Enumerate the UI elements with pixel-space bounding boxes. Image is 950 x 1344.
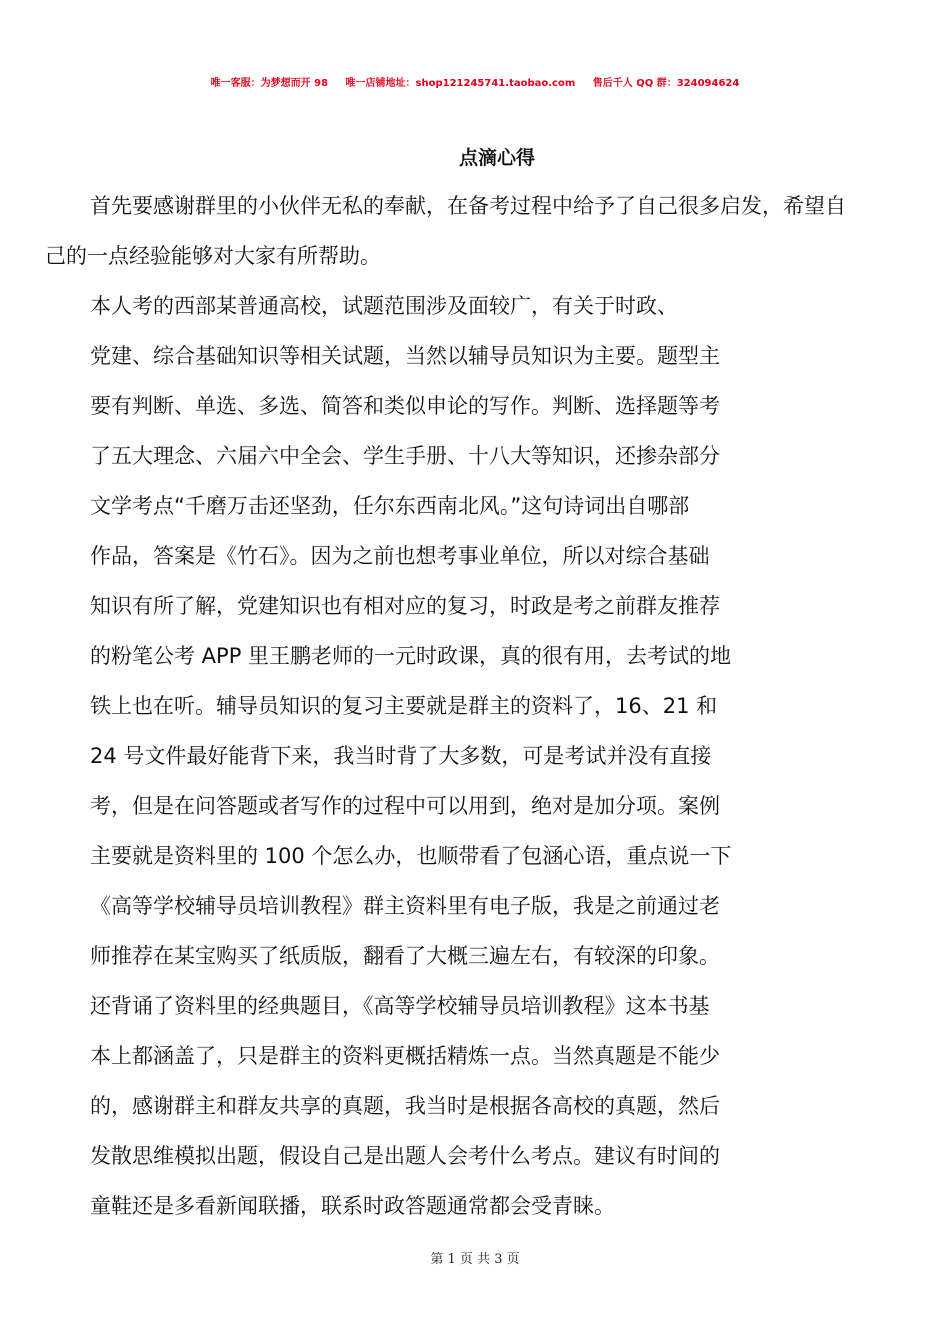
text-line: 首先要感谢群里的小伙伴无私的奉献，在备考过程中给予了自己很多启发，希望自	[90, 194, 846, 218]
text-line: 己的一点经验能够对大家有所帮助。	[45, 244, 381, 268]
text-line: 主要就是资料里的 100 个怎么办，也顺带看了包涵心语，重点说一下	[90, 844, 732, 868]
page-number-footer: 第 1 页 共 3 页	[430, 1252, 520, 1267]
text-line: 《高等学校辅导员培训教程》群主资料里有电子版，我是之前通过老	[90, 894, 720, 918]
qq-group-text: 售后千人 QQ 群：324094624	[592, 78, 740, 89]
text-line: 知识有所了解，党建知识也有相对应的复习，时政是考之前群友推荐	[90, 594, 720, 618]
text-line: 铁上也在听。辅导员知识的复习主要就是群主的资料了，16、21 和	[90, 694, 718, 718]
text-line: 发散思维模拟出题，假设自己是出题人会考什么考点。建议有时间的	[90, 1144, 720, 1168]
shop-address-text: 唯一店铺地址：shop121245741.taobao.com	[345, 78, 576, 89]
text-line: 党建、综合基础知识等相关试题，当然以辅导员知识为主要。题型主	[90, 344, 720, 368]
page-header	[0, 74, 950, 89]
text-line: 童鞋还是多看新闻联播，联系时政答题通常都会受青睐。	[90, 1194, 615, 1218]
text-line: 的，感谢群主和群友共享的真题，我当时是根据各高校的真题，然后	[90, 1094, 720, 1118]
text-line: 文学考点“千磨万击还坚劲，任尔东西南北风。”这句诗词出自哪部	[90, 494, 690, 518]
text-line: 还背诵了资料里的经典题目，《高等学校辅导员培训教程》这本书基	[90, 994, 710, 1018]
text-line: 考，但是在问答题或者写作的过程中可以用到，绝对是加分项。案例	[90, 794, 720, 818]
customer-service-text: 唯一客服：为梦想而开 98	[210, 78, 329, 89]
text-line: 本上都涵盖了，只是群主的资料更概括精炼一点。当然真题是不能少	[90, 1044, 720, 1068]
text-line: 的粉笔公考 APP 里王鹏老师的一元时政课，真的很有用，去考试的地	[90, 644, 732, 668]
text-line: 作品，答案是《竹石》。因为之前也想考事业单位，所以对综合基础	[90, 544, 710, 568]
text-line: 本人考的西部某普通高校，试题范围涉及面较广，有关于时政、	[90, 294, 678, 318]
text-line: 了五大理念、六届六中全会、学生手册、十八大等知识，还掺杂部分	[90, 444, 720, 468]
document-title: 点滴心得	[458, 147, 535, 169]
text-line: 要有判断、单选、多选、简答和类似申论的写作。判断、选择题等考	[90, 394, 720, 418]
text-line: 师推荐在某宝购买了纸质版，翻看了大概三遍左右，有较深的印象。	[90, 944, 720, 968]
text-line: 24 号文件最好能背下来，我当时背了大多数，可是考试并没有直接	[90, 744, 712, 768]
